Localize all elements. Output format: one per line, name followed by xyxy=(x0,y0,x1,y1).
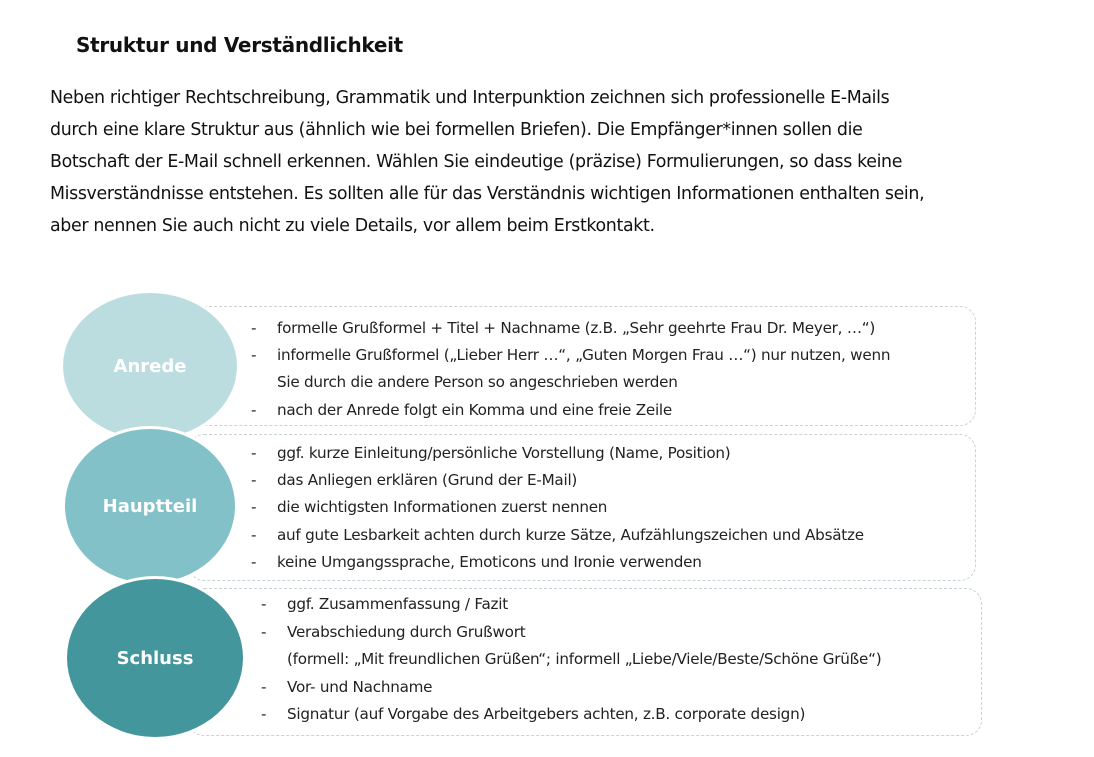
anrede-label: Anrede xyxy=(113,355,187,377)
hauptteil-circle xyxy=(62,426,238,586)
intro-paragraph xyxy=(50,82,1060,242)
anrede-box: - formelle Grußformel + Titel + Nachname (z.B. „Sehr geehrte Frau Dr. Meyer, …“) - informelle Grußformel („Lieber Herr …“, „Guten Morgen Frau …“) nur nutzen, wenn Sie durch die andere Person so angeschrieben werden - nach der Anrede folgt ein Komma und eine freie Zeile xyxy=(188,306,976,426)
intro-line: Botschaft der E-Mail schnell erkennen. Wählen Sie eindeutige (präzise) Formulierungen, so dass keine xyxy=(50,152,903,172)
intro-line: Missverständnisse entstehen. Es sollten alle für das Verständnis wichtigen Informationen enthalten sein, xyxy=(50,184,925,204)
anrede-circle xyxy=(60,290,240,442)
hauptteil-label: Hauptteil xyxy=(102,495,198,517)
schluss-label: Schluss xyxy=(116,647,194,669)
page-heading: Struktur und Verständlichkeit xyxy=(76,33,403,57)
hauptteil-box: - ggf. kurze Einleitung/persönliche Vorstellung (Name, Position) - das Anliegen erklären (Grund der E-Mail) - die wichtigsten Informationen zuerst nennen - auf gute Lesbarkeit achten durch kurze Sätze, Aufzählungszeichen und Absätze - keine Umgangssprache, Emoticons und Ironie verwenden xyxy=(188,434,976,581)
intro-line: Neben richtiger Rechtschreibung, Grammatik und Interpunktion zeichnen sich professionelle E-Mails xyxy=(50,88,890,108)
intro-line: durch eine klare Struktur aus (ähnlich wie bei formellen Briefen). Die Empfänger*innen sollen die xyxy=(50,120,863,140)
schluss-circle xyxy=(64,576,246,740)
schluss-box: - ggf. Zusammenfassung / Fazit - Verabschiedung durch Grußwort (formell: „Mit freundlichen Grüßen“; informell „Liebe/Viele/Beste/Schöne Grüße“) - Vor- und Nachname - Signatur (auf Vorgabe des Arbeitgebers achten, z.B. corporate design) xyxy=(188,588,982,736)
intro-line: aber nennen Sie auch nicht zu viele Details, vor allem beim Erstkontakt. xyxy=(50,216,655,236)
